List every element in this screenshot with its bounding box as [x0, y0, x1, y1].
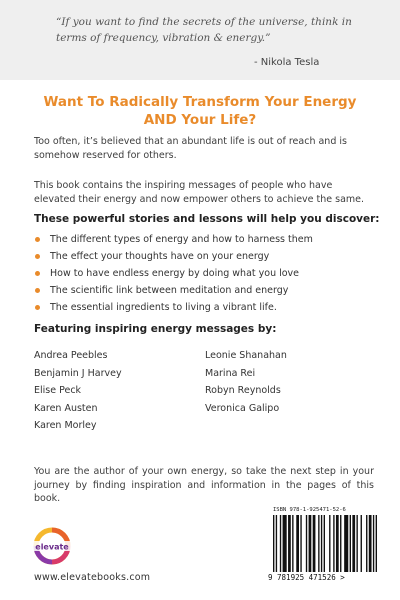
discover-heading: These powerful stories and lessons will help you discover: — [34, 213, 380, 225]
elevate-logo — [30, 524, 74, 568]
barcode-bar — [280, 515, 281, 572]
closing-paragraph: You are the author of your own energy, so take the next step in your journey by finding inspiration and information in the pages of this book. — [34, 466, 374, 504]
bullet-dot-icon — [35, 237, 40, 242]
headline-line-2: AND Your Life? — [143, 112, 257, 128]
barcode-bar — [340, 515, 341, 572]
contributor-name: Leonie Shanahan — [205, 350, 287, 361]
barcode-bar — [369, 515, 372, 572]
barcode-bar — [336, 515, 339, 572]
elevate-logo-icon — [30, 524, 74, 568]
barcode-bar — [313, 515, 316, 572]
quote-attribution: - Nikola Tesla — [254, 57, 320, 68]
publisher-website: www.elevatebooks.com — [34, 572, 151, 583]
list-item — [34, 265, 374, 282]
list-item — [34, 299, 374, 316]
barcode-bar — [350, 515, 351, 572]
barcode-number: 9 781925 471526 > — [268, 573, 345, 582]
barcode-bar — [366, 515, 367, 572]
barcode-bar — [329, 515, 330, 572]
headline-line-1: Want To Radically Transform Your Energy — [43, 94, 357, 110]
contributor-column-right — [205, 347, 287, 417]
barcode-bar — [276, 515, 277, 572]
tesla-quote: “If you want to find the secrets of the universe, think in terms of frequency, vibration & energy.” — [56, 16, 352, 44]
barcode-bar — [309, 515, 312, 572]
quote-band — [0, 0, 400, 80]
featuring-heading: Featuring inspiring energy messages by: — [34, 323, 277, 335]
contributor-name: Karen Austen — [34, 402, 98, 414]
intro-paragraph-2: This book contains the inspiring messages of people who have elevated their energy and now empower others to achieve the same. — [34, 180, 365, 205]
barcode-bar — [321, 515, 322, 572]
bullet-dot-icon — [35, 254, 40, 259]
barcode-bar — [344, 515, 348, 572]
bullet-dot-icon — [35, 305, 40, 310]
barcode-bar — [273, 515, 274, 572]
list-item-text: How to have endless energy by doing what you love — [50, 268, 300, 279]
barcode-bar — [352, 515, 355, 572]
list-item-text: The effect your thoughts have on your energy — [50, 251, 270, 262]
barcode-bar — [288, 515, 291, 572]
isbn-barcode-block — [263, 503, 385, 588]
discover-list — [34, 231, 374, 316]
barcode-bar — [356, 515, 357, 572]
barcode-bar — [376, 515, 377, 572]
isbn-label: ISBN 978-1-925471-52-6 — [273, 507, 346, 513]
barcode-bar — [296, 515, 299, 572]
barcode-bar — [361, 515, 362, 572]
barcode-bar — [306, 515, 307, 572]
list-item-text: The scientific link between meditation and energy — [50, 285, 289, 296]
list-item — [34, 282, 374, 299]
contributor-name: Marina Rei — [205, 367, 256, 379]
list-item — [34, 231, 374, 248]
barcode-bar — [300, 515, 301, 572]
bullet-dot-icon — [35, 288, 40, 293]
contributor-name: Robyn Reynolds — [205, 385, 281, 396]
list-item-text: The essential ingredients to living a vibrant life. — [50, 302, 277, 313]
contributor-column-left — [34, 347, 122, 435]
barcode — [273, 515, 377, 572]
barcode-bar — [373, 515, 374, 572]
headline — [0, 93, 400, 129]
contributor-name: Benjamin J Harvey — [34, 367, 122, 379]
list-item-text: The different types of energy and how to harness them — [50, 234, 313, 245]
barcode-bar — [324, 515, 325, 572]
barcode-bar — [292, 515, 293, 572]
bullet-dot-icon — [35, 271, 40, 276]
barcode-bar — [333, 515, 334, 572]
contributor-name: Andrea Peebles — [34, 350, 108, 361]
barcode-bar — [318, 515, 319, 572]
contributor-name: Karen Morley — [34, 420, 97, 431]
contributor-name: Veronica Galipo — [205, 402, 280, 414]
barcode-bar — [283, 515, 287, 572]
list-item — [34, 248, 374, 265]
intro-paragraph-1: Too often, it’s believed that an abundant life is out of reach and is somehow reserved for others. — [34, 136, 347, 161]
logo-wordmark: elevate — [35, 542, 69, 552]
contributor-name: Elise Peck — [34, 385, 82, 396]
